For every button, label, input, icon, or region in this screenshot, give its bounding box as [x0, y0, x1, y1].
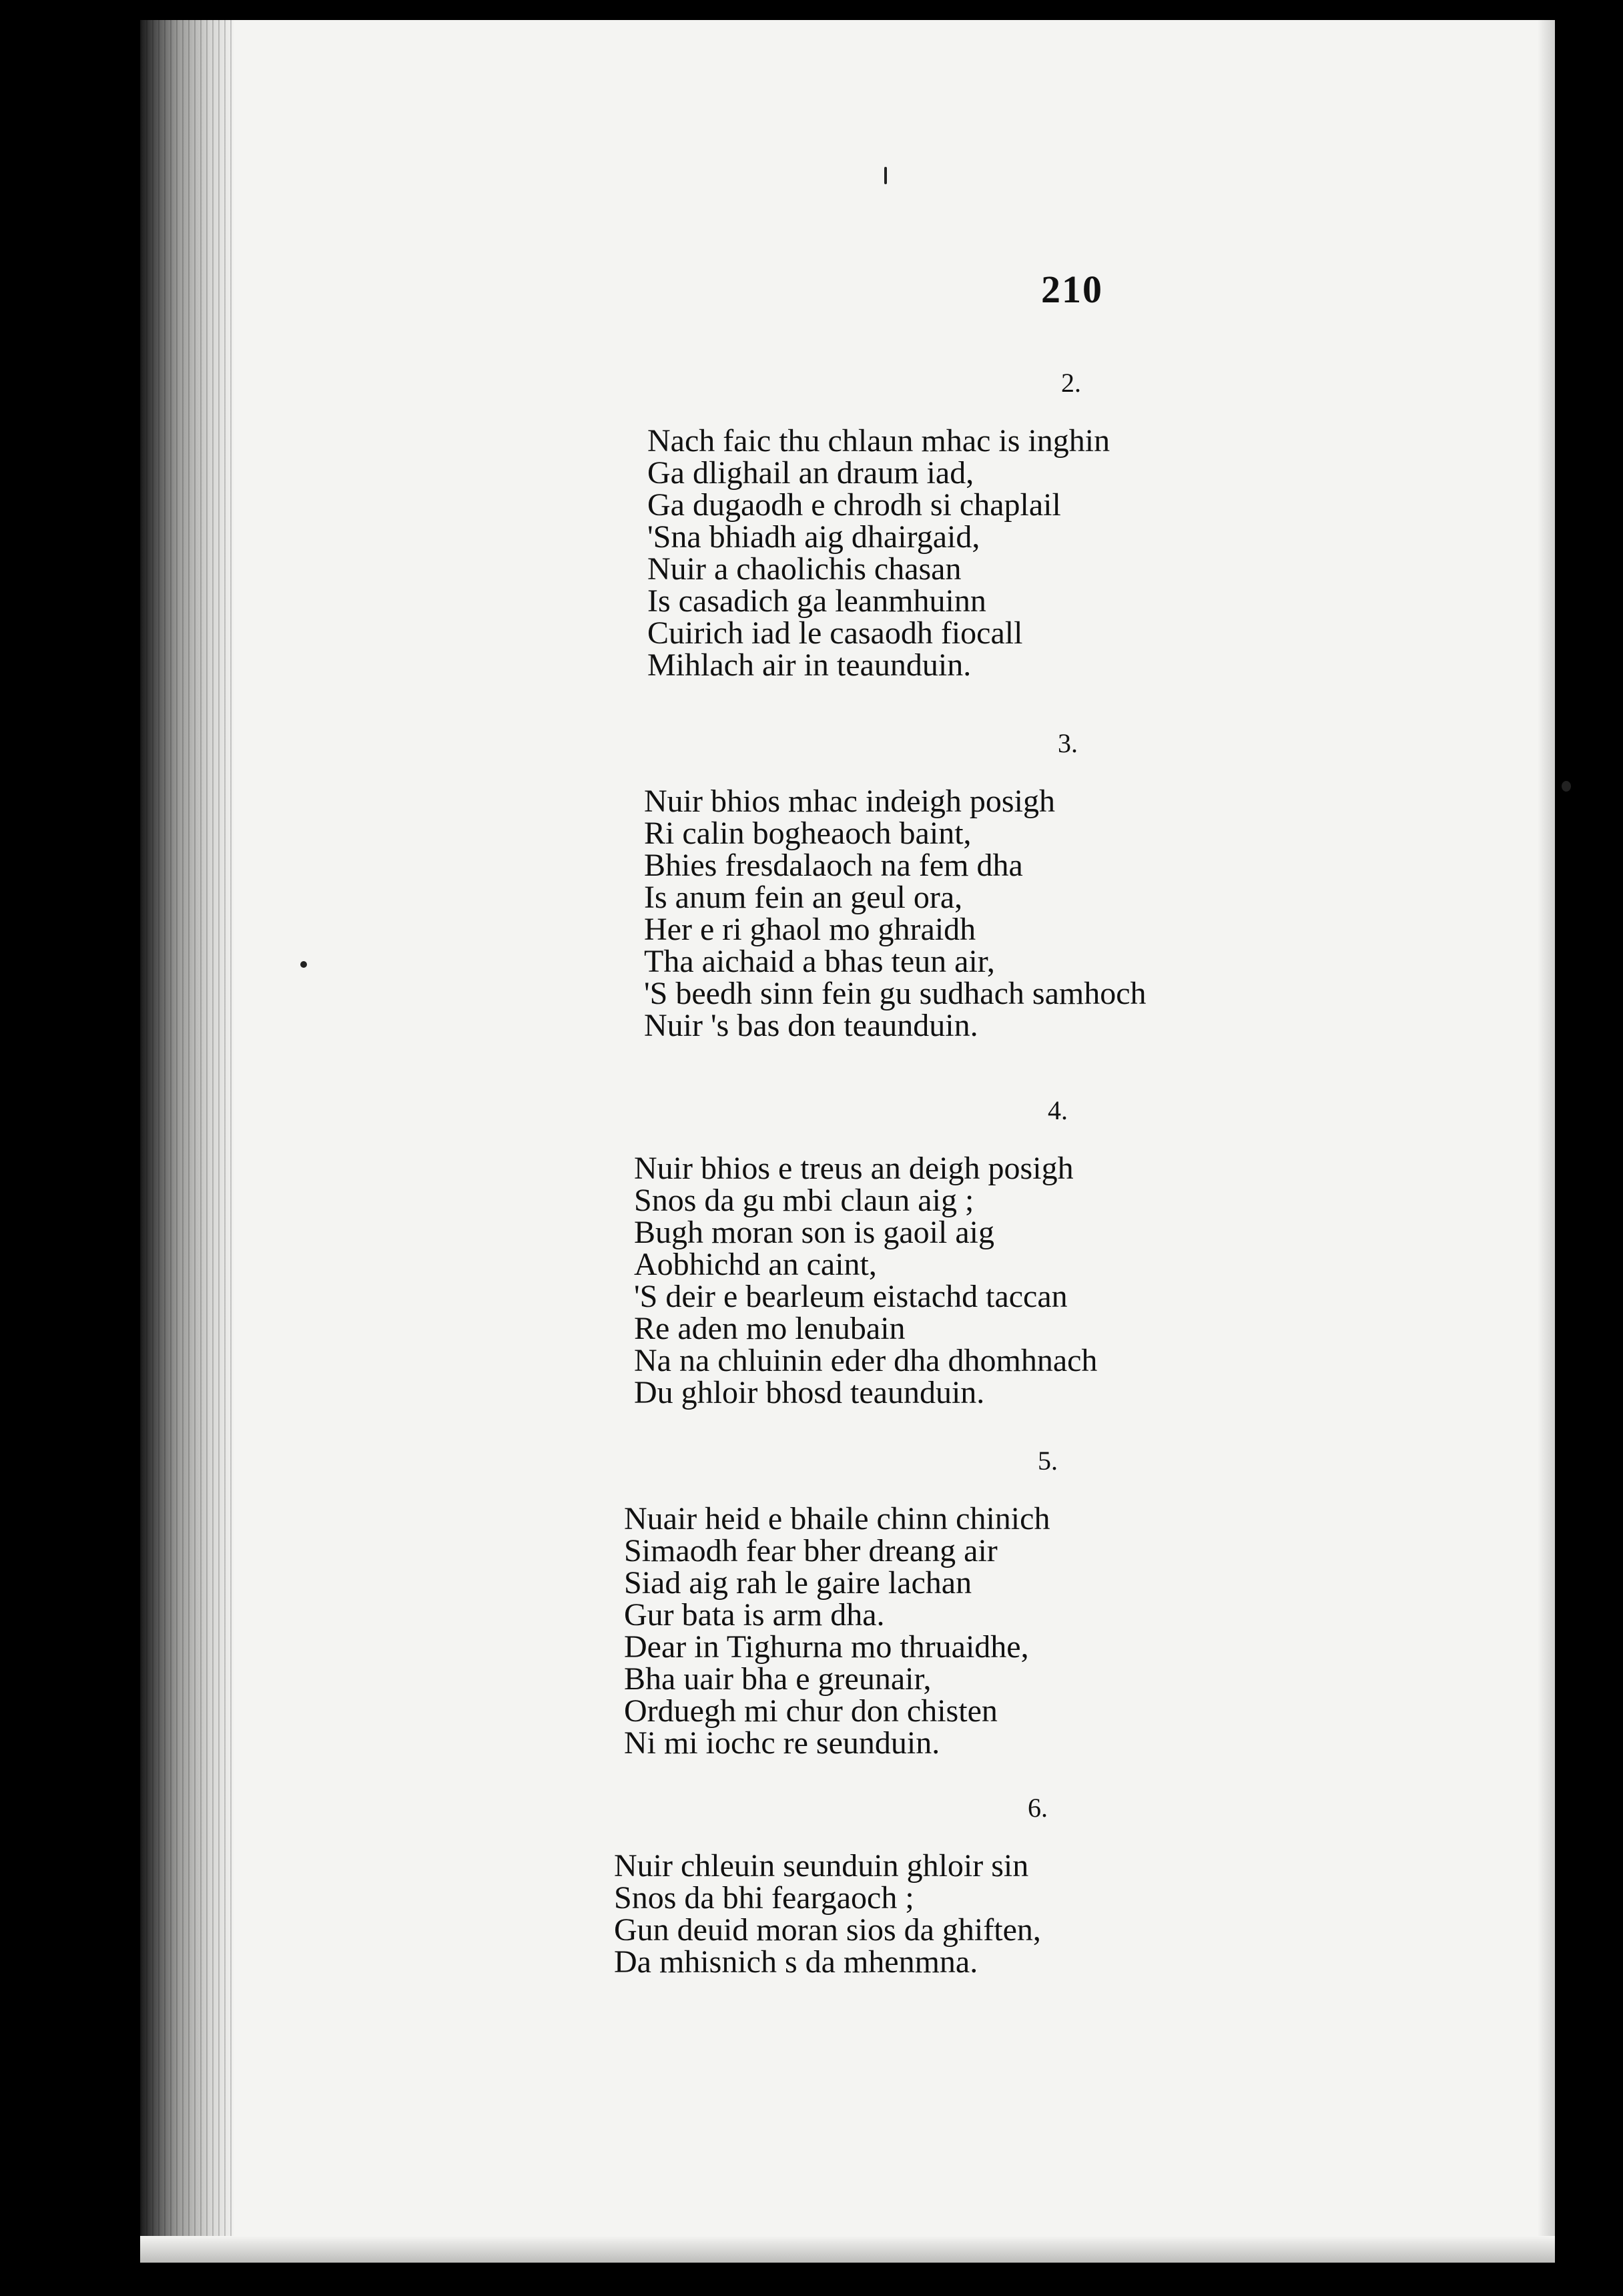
- book-page: [140, 20, 1555, 2263]
- scan-speck: [1562, 781, 1571, 792]
- stanza-lines: [634, 1153, 1097, 1409]
- verse-line: Da mhisnich s da mhenmna.: [614, 1944, 978, 1980]
- verse-line: 'S beedh sinn fein gu sudhach samhoch: [644, 976, 1147, 1011]
- verse-line: 'S deir e bearleum eistachd taccan: [634, 1279, 1068, 1314]
- scan-speck: [300, 961, 307, 968]
- verse-line: Nach faic thu chlaun mhac is inghin: [647, 423, 1110, 459]
- verse-line: Bugh moran son is gaoil aig: [634, 1215, 994, 1250]
- stanza: [644, 728, 1147, 1042]
- verse-line: Gun deuid moran sios da ghiften,: [614, 1912, 1041, 1948]
- stanza-lines: [644, 786, 1147, 1042]
- verse-line: Snos da bhi feargaoch ;: [614, 1880, 914, 1916]
- page-number: 210: [1041, 268, 1103, 311]
- page-edge-right: [1538, 20, 1555, 2263]
- verse-line: Her e ri ghaol mo ghraidh: [644, 912, 976, 947]
- stanza-number: 2.: [1061, 368, 1081, 398]
- verse-line: Nuir chleuin seunduin ghloir sin: [614, 1848, 1029, 1884]
- stanza-number: 6.: [1028, 1793, 1048, 1823]
- verse-line: Mihlach air in teaunduin.: [647, 647, 972, 683]
- stanza-lines: [647, 425, 1110, 681]
- stanza-lines: [624, 1503, 1058, 1759]
- verse-line: Re aden mo lenubain: [634, 1311, 906, 1346]
- verse-line: Nuir a chaolichis chasan: [647, 551, 962, 587]
- verse-line: Nuir 's bas don teaunduin.: [644, 1008, 978, 1043]
- verse-line: Snos da gu mbi claun aig ;: [634, 1183, 974, 1218]
- stanza: [634, 1095, 1097, 1409]
- stanza-number: 5.: [1038, 1446, 1058, 1476]
- stanza: [647, 367, 1110, 681]
- verse-line: Ga dugaodh e chrodh si chaplail: [647, 487, 1061, 523]
- page-edge-bottom: [140, 2236, 1555, 2263]
- verse-line: Dear in Tighurna mo thruaidhe,: [624, 1629, 1029, 1665]
- verse-line: Ri calin bogheaoch baint,: [644, 816, 972, 851]
- scan-speck: [884, 167, 887, 184]
- verse-line: Is casadich ga leanmhuinn: [647, 583, 986, 619]
- verse-line: Nuir bhios e treus an deigh posigh: [634, 1151, 1074, 1186]
- verse-line: Aobhichd an caint,: [634, 1247, 877, 1282]
- verse-line: Bha uair bha e greunair,: [624, 1661, 932, 1697]
- verse-line: Ni mi iochc re seunduin.: [624, 1725, 940, 1761]
- verse-line: Simaodh fear bher dreang air: [624, 1533, 998, 1568]
- book-spine-shadow: [140, 20, 234, 2263]
- stanza-number: 3.: [1058, 728, 1078, 758]
- verse-line: Orduegh mi chur don chisten: [624, 1693, 998, 1729]
- verse-line: 'Sna bhiadh aig dhairgaid,: [647, 519, 980, 555]
- stanza-lines: [614, 1850, 1048, 1978]
- verse-line: Is anum fein an geul ora,: [644, 880, 963, 915]
- stanza: [624, 1445, 1058, 1759]
- stanza-number: 4.: [1048, 1095, 1068, 1125]
- verse-line: Gur bata is arm dha.: [624, 1597, 885, 1633]
- stanza: [614, 1792, 1048, 1978]
- verse-line: Ga dlighail an draum iad,: [647, 455, 974, 491]
- verse-line: Tha aichaid a bhas teun air,: [644, 944, 995, 979]
- verse-line: Nuair heid e bhaile chinn chinich: [624, 1501, 1050, 1536]
- verse-line: Nuir bhios mhac indeigh posigh: [644, 784, 1055, 819]
- verse-line: Na na chluinin eder dha dhomhnach: [634, 1343, 1098, 1378]
- verse-line: Cuirich iad le casaodh fiocall: [647, 615, 1023, 651]
- verse-line: Du ghloir bhosd teaunduin.: [634, 1375, 985, 1410]
- verse-line: Bhies fresdalaoch na fem dha: [644, 848, 1023, 883]
- verse-line: Siad aig rah le gaire lachan: [624, 1565, 972, 1601]
